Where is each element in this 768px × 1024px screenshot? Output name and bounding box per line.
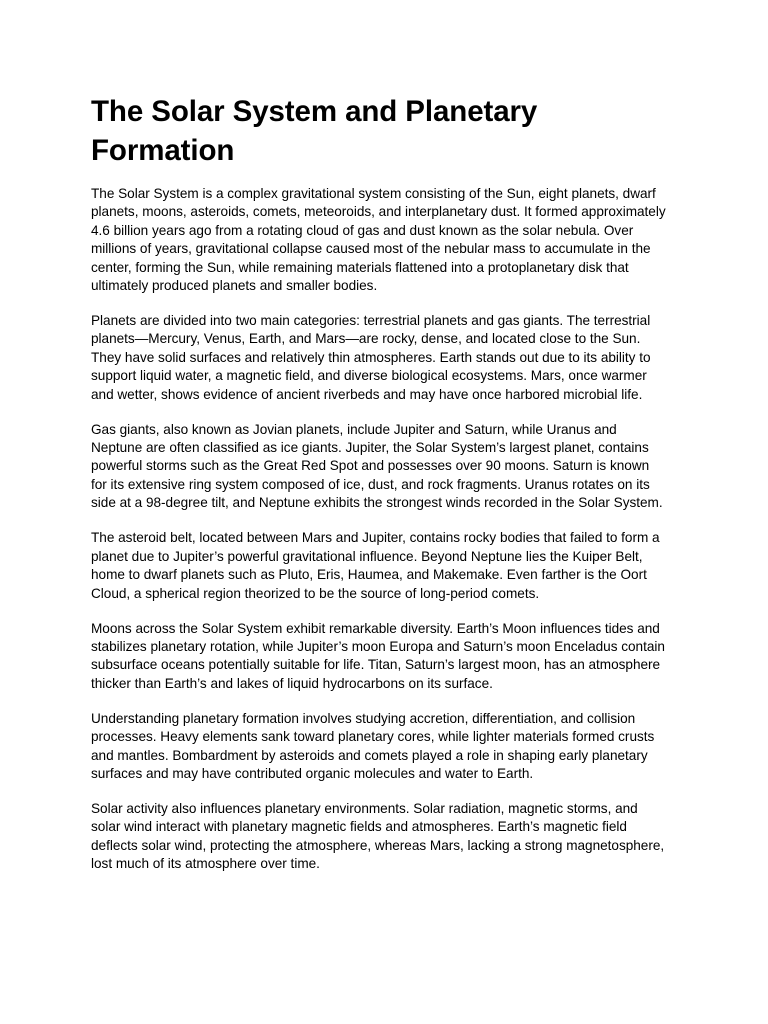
body-paragraph — [91, 800, 691, 874]
paragraph-line: and wetter, shows evidence of ancient riverbeds and may have once harbored microbial life. — [91, 386, 643, 402]
paragraph-line: subsurface oceans potentially suitable for life. Titan, Saturn’s largest moon, has an atmosphere — [91, 657, 661, 673]
body-paragraph — [91, 421, 691, 513]
paragraph-line: Cloud, a spherical region theorized to be the source of long-period comets. — [91, 585, 540, 601]
paragraph-line: home to dwarf planets such as Pluto, Eris, Haumea, and Makemake. Even farther is the Oort — [91, 567, 647, 583]
paragraph-line: solar wind interact with planetary magnetic fields and atmospheres. Earth’s magnetic field — [91, 819, 627, 835]
body-paragraph — [91, 710, 691, 784]
paragraph-line: Gas giants, also known as Jovian planets, include Jupiter and Saturn, while Uranus and — [91, 421, 617, 437]
paragraph-line: side at a 98-degree tilt, and Neptune exhibits the strongest winds recorded in the Solar System. — [91, 495, 663, 511]
paragraph-line: support liquid water, a magnetic field, and diverse biological ecosystems. Mars, once warmer — [91, 368, 647, 384]
paragraph-line: processes. Heavy elements sank toward planetary cores, while lighter materials formed crusts — [91, 729, 655, 745]
paragraph-line: millions of years, gravitational collapse caused most of the nebular mass to accumulate in the — [91, 241, 651, 257]
paragraph-line: thicker than Earth’s and lakes of liquid hydrocarbons on its surface. — [91, 675, 493, 691]
paragraph-line: planets, moons, asteroids, comets, meteoroids, and interplanetary dust. It formed approximately — [91, 204, 666, 220]
paragraph-line: center, forming the Sun, while remaining materials flattened into a protoplanetary disk that — [91, 259, 629, 275]
paragraph-line: Solar activity also influences planetary environments. Solar radiation, magnetic storms, and — [91, 800, 638, 816]
paragraph-line: planets—Mercury, Venus, Earth, and Mars—are rocky, dense, and located close to the Sun. — [91, 331, 641, 347]
paragraph-line: powerful storms such as the Great Red Spot and possesses over 90 moons. Saturn is known — [91, 458, 650, 474]
paragraph-line: Planets are divided into two main categories: terrestrial planets and gas giants. The terrestrial — [91, 313, 651, 329]
paragraph-line: for its extensive ring system composed of ice, dust, and rock fragments. Uranus rotates on its — [91, 476, 650, 492]
document-title: The Solar System and Planetary Formation — [91, 95, 538, 167]
paragraph-line: Understanding planetary formation involves studying accretion, differentiation, and collision — [91, 710, 636, 726]
paragraph-line: The Solar System is a complex gravitational system consisting of the Sun, eight planets, dwarf — [91, 186, 656, 201]
body-paragraph — [91, 312, 691, 404]
paragraph-line: ultimately produced planets and smaller bodies. — [91, 278, 378, 294]
document-body — [91, 185, 691, 874]
paragraph-line: 4.6 billion years ago from a rotating cloud of gas and dust known as the solar nebula. Over — [91, 222, 634, 238]
document-page — [91, 92, 691, 890]
paragraph-line: Neptune are often classified as ice giants. Jupiter, the Solar System’s largest planet, contains — [91, 440, 649, 456]
paragraph-line: They have solid surfaces and relatively thin atmospheres. Earth stands out due to its ability to — [91, 349, 651, 365]
body-paragraph — [91, 529, 691, 603]
paragraph-line: surfaces and may have contributed organic molecules and water to Earth. — [91, 765, 534, 781]
body-paragraph — [91, 185, 691, 295]
paragraph-line: stabilizes planetary rotation, while Jupiter’s moon Europa and Saturn’s moon Enceladus contain — [91, 638, 665, 654]
paragraph-line: planet due to Jupiter’s powerful gravitational influence. Beyond Neptune lies the Kuiper Belt, — [91, 548, 643, 564]
paragraph-line: lost much of its atmosphere over time. — [91, 856, 320, 872]
body-paragraph — [91, 620, 691, 694]
paragraph-line: deflects solar wind, protecting the atmosphere, whereas Mars, lacking a strong magnetosphere, — [91, 837, 665, 853]
paragraph-line: The asteroid belt, located between Mars and Jupiter, contains rocky bodies that failed to form a — [91, 530, 660, 546]
paragraph-line: Moons across the Solar System exhibit remarkable diversity. Earth’s Moon influences tides and — [91, 620, 660, 636]
paragraph-line: and mantles. Bombardment by asteroids and comets played a role in shaping early planetary — [91, 747, 648, 763]
